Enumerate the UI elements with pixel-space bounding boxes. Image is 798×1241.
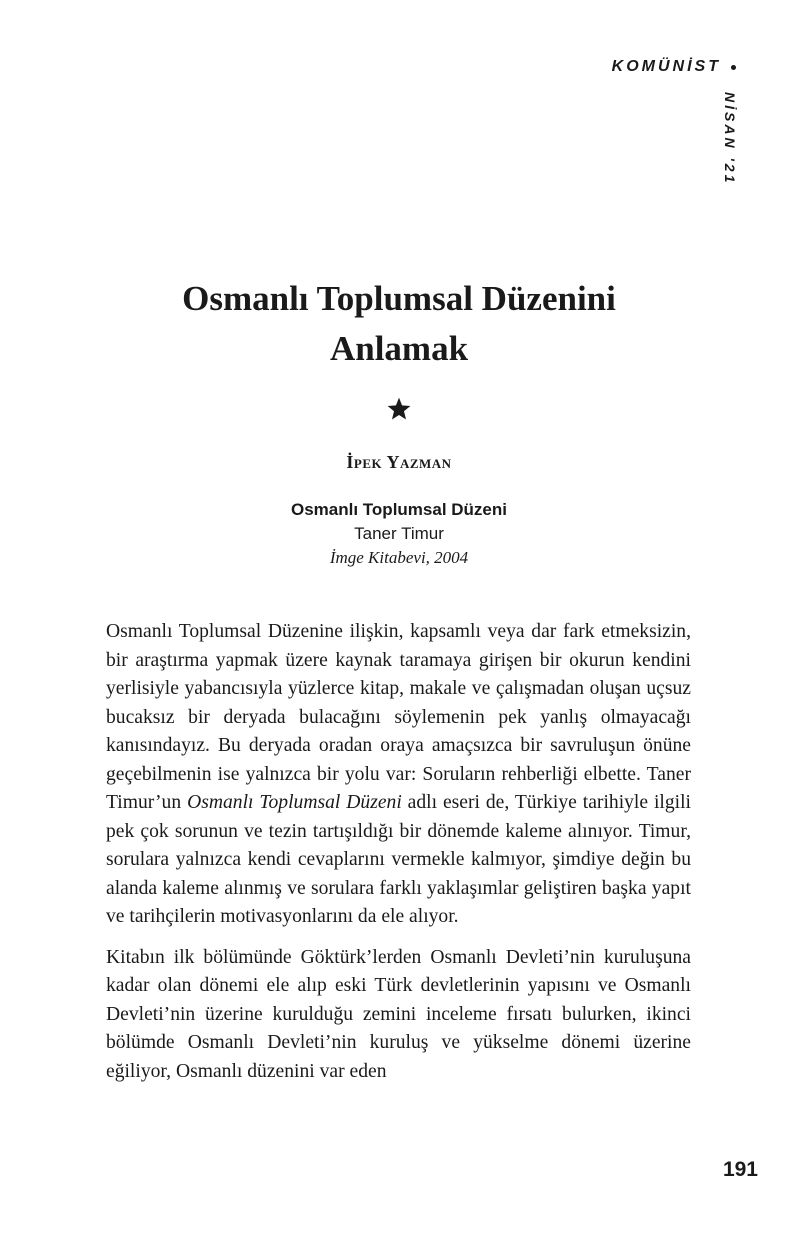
paragraph-2: Kitabın ilk bölümünde Göktürk’lerden Osmanlı Devleti’nin kuruluşuna kadar olan dönemi ele alıp eski Türk devletlerinin yapısını ve Osmanlı Devleti’nin üzerine kurulduğu zemini inceleme fırsatı bulurken, ikinci bölümde Osmanlı Devleti’nin kuruluş ve yükselme dönemi üzerine eğiliyor, Osmanlı düzenini var eden — [106, 946, 691, 1082]
bullet-icon — [731, 65, 736, 70]
article-author: İpek Yazman — [346, 452, 452, 472]
book-info — [100, 498, 698, 570]
p1-text-start: Osmanlı Toplumsal Düzenine ilişkin, kapsamlı veya dar fark etmeksizin, bir araştırma yapmak üzere kaynak taramaya girişen bir okurun kendini yerlisiyle yabancısıyla yüzlerce kitap, makale ve çalışmadan oluşan uçsuz bucaksız bir deryada bulacağını söylemenin pek yanlış olmayacağı kanısındayız. Bu deryada oradan oraya amaçsızca bir savruluşun önüne geçebilmenin ise yalnızca bir yolu var: Soruların rehberliği elbette. Taner Timur’un — [106, 621, 691, 813]
p1-text-end: adlı eseri de, Türkiye tarihiyle ilgili pek çok sorunun ve tezin tartışıldığı bir dönemde kaleme alınıyor. Timur, sorulara yalnızca kendi cevaplarını vermekle kalmıyor, şimdiye değin bu alanda kaleme alınmış ve sorulara farklı yaklaşımlar geliştiren başka yapıt ve tarihçilerin motivasyonlarını da ele alıyor. — [106, 792, 692, 927]
book-publisher: İmge Kitabevi, 2004 — [329, 548, 469, 567]
article-body — [106, 618, 691, 1098]
journal-name: KOMÜNİST — [611, 58, 721, 75]
title-line-2: Anlamak — [329, 329, 469, 368]
paragraph-1 — [106, 618, 691, 932]
running-head — [612, 58, 736, 76]
star-icon — [386, 396, 412, 422]
issue-date: NİSAN '21 — [722, 92, 738, 186]
book-title: Osmanlı Toplumsal Düzeni — [291, 500, 507, 519]
book-author: Taner Timur — [354, 524, 444, 543]
p1-book-title: Osmanlı Toplumsal Düzeni — [187, 792, 402, 813]
title-line-1: Osmanlı Toplumsal Düzenini — [182, 279, 616, 318]
article-title — [100, 274, 698, 374]
page-number: 191 — [722, 1158, 758, 1181]
